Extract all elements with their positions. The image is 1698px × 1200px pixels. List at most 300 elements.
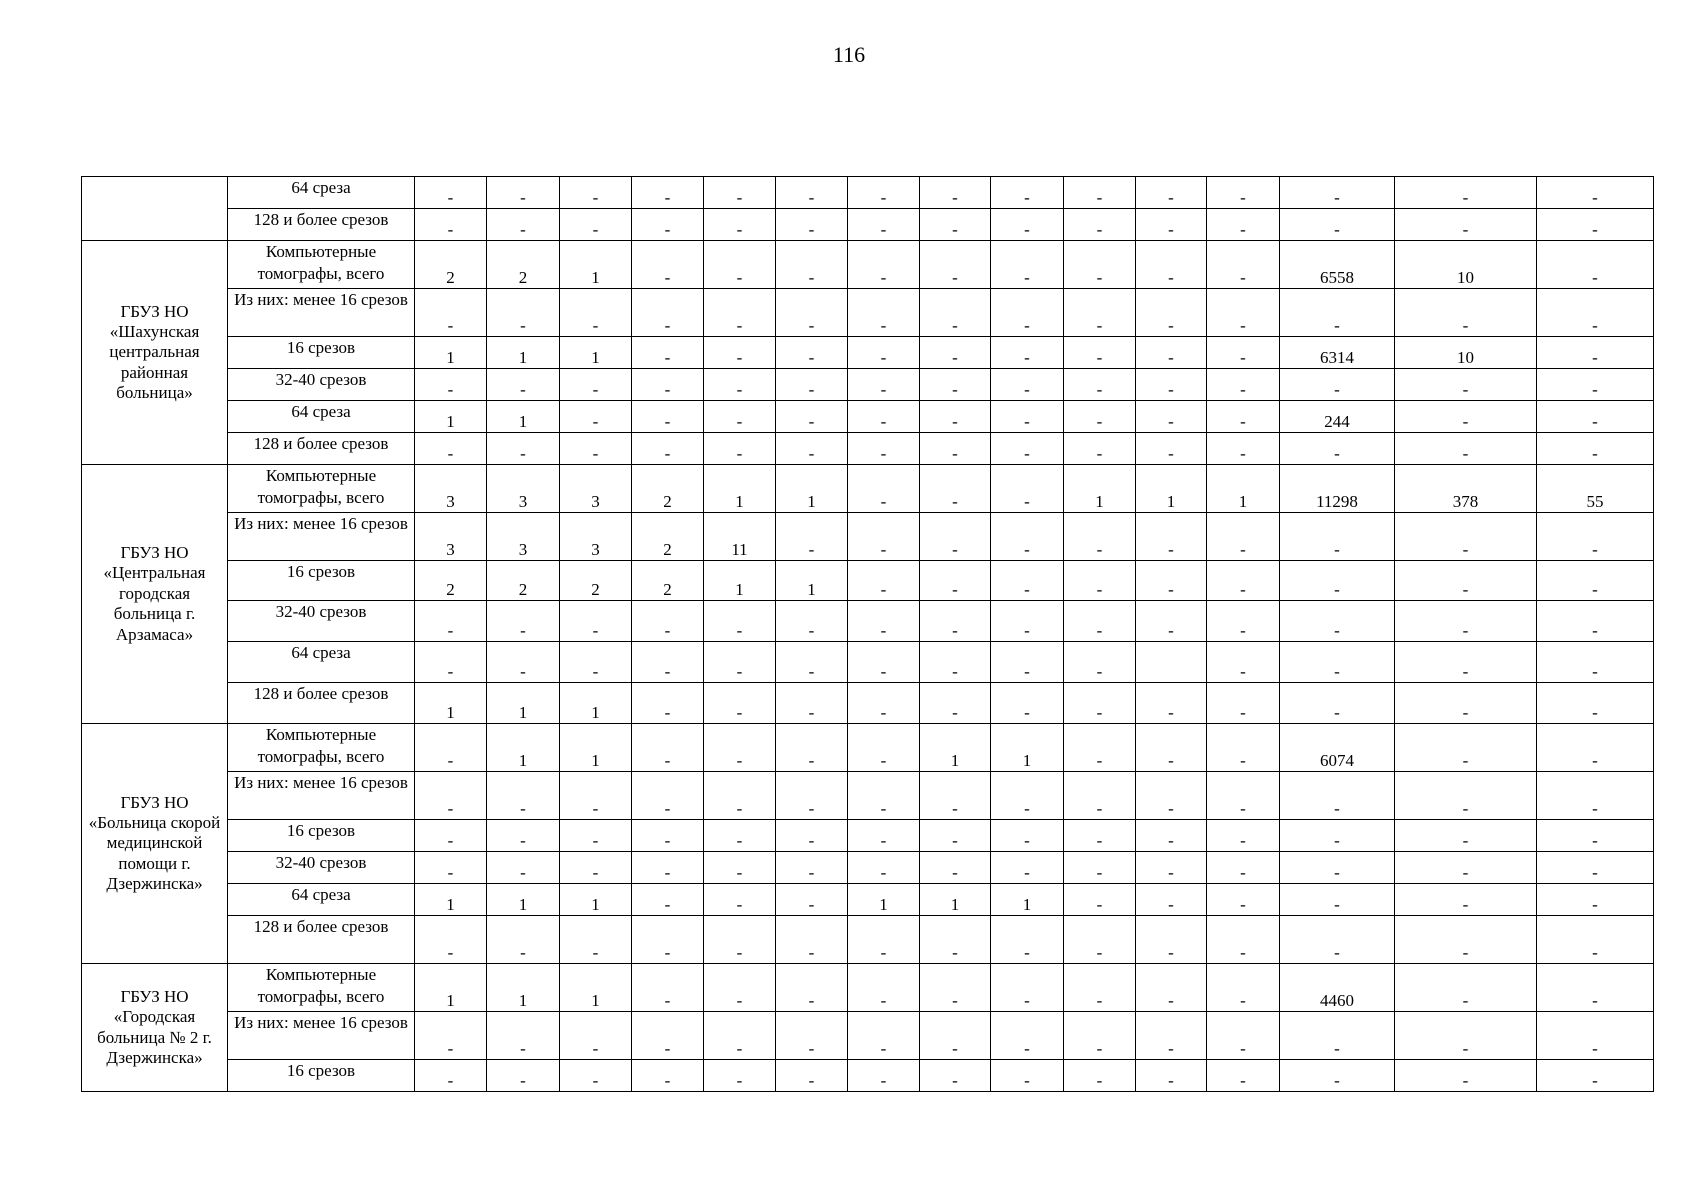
value-cell: -: [560, 433, 632, 465]
value-cell: 1: [560, 241, 632, 289]
value-cell: -: [1537, 724, 1654, 772]
value-cell: -: [1136, 916, 1207, 964]
value-cell: -: [1064, 337, 1136, 369]
value-cell: -: [1207, 724, 1280, 772]
table-row: [82, 724, 1654, 772]
value-cell: -: [415, 369, 487, 401]
value-cell: -: [848, 177, 920, 209]
value-cell: 2: [487, 241, 560, 289]
value-cell: -: [1064, 601, 1136, 642]
value-cell: -: [848, 1060, 920, 1092]
table-row: [82, 177, 1654, 209]
value-cell: -: [991, 852, 1064, 884]
category-cell: Из них: менее 16 срезов: [228, 289, 415, 337]
page-number: 116: [832, 42, 866, 67]
value-cell: -: [1136, 289, 1207, 337]
value-cell: -: [776, 241, 848, 289]
category-cell: 32-40 срезов: [228, 852, 415, 884]
value-cell: -: [704, 884, 776, 916]
value-cell: 2: [560, 561, 632, 601]
value-cell: -: [920, 369, 991, 401]
category-cell: 64 среза: [228, 884, 415, 916]
value-cell: -: [848, 241, 920, 289]
value-cell: 1: [487, 964, 560, 1012]
value-cell: 3: [487, 465, 560, 513]
value-cell: -: [1064, 884, 1136, 916]
value-cell: -: [1207, 1012, 1280, 1060]
value-cell: -: [704, 772, 776, 820]
table-row: [82, 513, 1654, 561]
value-cell: -: [560, 369, 632, 401]
value-cell: -: [487, 177, 560, 209]
value-cell: -: [1136, 241, 1207, 289]
value-cell: -: [1395, 433, 1537, 465]
value-cell: -: [991, 209, 1064, 241]
value-cell: -: [632, 177, 704, 209]
value-cell: -: [704, 683, 776, 724]
value-cell: 1: [991, 884, 1064, 916]
value-cell: -: [1064, 1060, 1136, 1092]
value-cell: 1: [991, 724, 1064, 772]
value-cell: -: [632, 772, 704, 820]
value-cell: -: [1064, 177, 1136, 209]
value-cell: -: [1064, 433, 1136, 465]
value-cell: -: [560, 642, 632, 683]
value-cell: -: [991, 561, 1064, 601]
value-cell: -: [1207, 433, 1280, 465]
value-cell: -: [776, 772, 848, 820]
value-cell: -: [776, 337, 848, 369]
value-cell: -: [848, 601, 920, 642]
value-cell: -: [415, 1060, 487, 1092]
value-cell: 1: [560, 337, 632, 369]
value-cell: -: [1136, 1012, 1207, 1060]
value-cell: -: [1064, 561, 1136, 601]
value-cell: 1: [487, 884, 560, 916]
value-cell: -: [848, 369, 920, 401]
table-row: [82, 433, 1654, 465]
value-cell: -: [487, 209, 560, 241]
value-cell: -: [1537, 561, 1654, 601]
value-cell: -: [560, 289, 632, 337]
value-cell: -: [920, 209, 991, 241]
table-row: [82, 369, 1654, 401]
category-cell: 16 срезов: [228, 1060, 415, 1092]
value-cell: -: [1207, 820, 1280, 852]
value-cell: -: [776, 601, 848, 642]
value-cell: -: [704, 964, 776, 1012]
value-cell: -: [1395, 724, 1537, 772]
value-cell: -: [1064, 916, 1136, 964]
value-cell: -: [848, 964, 920, 1012]
value-cell: -: [848, 513, 920, 561]
value-cell: 1: [487, 683, 560, 724]
value-cell: -: [704, 209, 776, 241]
value-cell: -: [1537, 772, 1654, 820]
table-row: [82, 683, 1654, 724]
value-cell: -: [1207, 772, 1280, 820]
value-cell: 1: [920, 724, 991, 772]
value-cell: -: [1395, 209, 1537, 241]
value-cell: -: [1064, 683, 1136, 724]
value-cell: -: [991, 601, 1064, 642]
value-cell: -: [1064, 289, 1136, 337]
table-row: [82, 337, 1654, 369]
value-cell: -: [1537, 433, 1654, 465]
value-cell: -: [991, 177, 1064, 209]
value-cell: -: [1207, 289, 1280, 337]
value-cell: -: [1064, 772, 1136, 820]
table-row: [82, 916, 1654, 964]
value-cell: -: [632, 1060, 704, 1092]
table-row: [82, 465, 1654, 513]
value-cell: 6314: [1280, 337, 1395, 369]
table-row: [82, 884, 1654, 916]
value-cell: -: [704, 289, 776, 337]
value-cell: -: [704, 433, 776, 465]
category-cell: Из них: менее 16 срезов: [228, 1012, 415, 1060]
value-cell: -: [1064, 369, 1136, 401]
value-cell: -: [920, 820, 991, 852]
value-cell: -: [415, 724, 487, 772]
value-cell: -: [1395, 601, 1537, 642]
value-cell: -: [1537, 369, 1654, 401]
value-cell: -: [1537, 601, 1654, 642]
value-cell: -: [1064, 241, 1136, 289]
value-cell: 4460: [1280, 964, 1395, 1012]
value-cell: -: [415, 852, 487, 884]
value-cell: -: [991, 401, 1064, 433]
value-cell: 1: [487, 401, 560, 433]
value-cell: 2: [632, 561, 704, 601]
value-cell: -: [776, 209, 848, 241]
value-cell: -: [415, 772, 487, 820]
ct-scanners-table: [81, 176, 1654, 1092]
value-cell: -: [776, 401, 848, 433]
category-cell: Из них: менее 16 срезов: [228, 772, 415, 820]
value-cell: -: [560, 852, 632, 884]
value-cell: -: [632, 401, 704, 433]
organization-cell: ГБУЗ НО «Центральная городская больница г. Арзамаса»: [82, 465, 228, 724]
value-cell: -: [1207, 369, 1280, 401]
value-cell: -: [1136, 964, 1207, 1012]
category-cell: 64 среза: [228, 177, 415, 209]
value-cell: -: [704, 369, 776, 401]
value-cell: 1: [704, 465, 776, 513]
value-cell: -: [632, 241, 704, 289]
value-cell: -: [1537, 1060, 1654, 1092]
value-cell: -: [1395, 1060, 1537, 1092]
category-cell: Компьютерные томографы, всего: [228, 964, 415, 1012]
value-cell: -: [1136, 852, 1207, 884]
organization-cell: ГБУЗ НО «Шахунская центральная районная больница»: [82, 241, 228, 465]
value-cell: -: [1064, 642, 1136, 683]
value-cell: -: [1136, 683, 1207, 724]
value-cell: 3: [560, 465, 632, 513]
value-cell: 1: [560, 964, 632, 1012]
value-cell: -: [560, 177, 632, 209]
table-row: [82, 601, 1654, 642]
value-cell: -: [1395, 884, 1537, 916]
value-cell: 11: [704, 513, 776, 561]
value-cell: -: [776, 683, 848, 724]
value-cell: -: [1395, 369, 1537, 401]
value-cell: -: [776, 916, 848, 964]
value-cell: -: [1064, 513, 1136, 561]
value-cell: -: [1207, 401, 1280, 433]
value-cell: -: [848, 683, 920, 724]
value-cell: -: [1537, 209, 1654, 241]
table-row: [82, 241, 1654, 289]
value-cell: -: [1280, 683, 1395, 724]
value-cell: -: [415, 433, 487, 465]
value-cell: -: [1395, 820, 1537, 852]
value-cell: -: [704, 852, 776, 884]
value-cell: -: [1136, 601, 1207, 642]
value-cell: -: [1280, 209, 1395, 241]
value-cell: -: [1395, 642, 1537, 683]
value-cell: -: [1537, 177, 1654, 209]
value-cell: -: [487, 1060, 560, 1092]
value-cell: 1: [1136, 465, 1207, 513]
value-cell: 1: [1064, 465, 1136, 513]
value-cell: -: [848, 465, 920, 513]
value-cell: -: [1136, 1060, 1207, 1092]
value-cell: -: [920, 177, 991, 209]
category-cell: 64 среза: [228, 642, 415, 683]
category-cell: Компьютерные томографы, всего: [228, 465, 415, 513]
value-cell: 2: [632, 513, 704, 561]
value-cell: -: [1537, 1012, 1654, 1060]
value-cell: -: [1280, 289, 1395, 337]
value-cell: -: [1537, 401, 1654, 433]
value-cell: -: [1136, 820, 1207, 852]
value-cell: -: [1136, 513, 1207, 561]
value-cell: -: [920, 289, 991, 337]
value-cell: -: [1395, 401, 1537, 433]
value-cell: -: [1280, 1012, 1395, 1060]
value-cell: -: [560, 1060, 632, 1092]
value-cell: -: [848, 433, 920, 465]
category-cell: 16 срезов: [228, 561, 415, 601]
value-cell: -: [415, 209, 487, 241]
table-row: [82, 820, 1654, 852]
value-cell: -: [1395, 683, 1537, 724]
value-cell: -: [920, 513, 991, 561]
category-cell: 64 среза: [228, 401, 415, 433]
value-cell: -: [1207, 1060, 1280, 1092]
category-cell: Компьютерные томографы, всего: [228, 724, 415, 772]
value-cell: -: [1395, 1012, 1537, 1060]
value-cell: -: [920, 241, 991, 289]
value-cell: -: [415, 820, 487, 852]
value-cell: -: [632, 337, 704, 369]
value-cell: -: [991, 916, 1064, 964]
value-cell: -: [776, 642, 848, 683]
value-cell: -: [848, 1012, 920, 1060]
value-cell: -: [1395, 513, 1537, 561]
value-cell: -: [991, 369, 1064, 401]
value-cell: -: [704, 241, 776, 289]
value-cell: 1: [415, 337, 487, 369]
value-cell: -: [1136, 177, 1207, 209]
value-cell: -: [632, 884, 704, 916]
value-cell: -: [848, 820, 920, 852]
value-cell: -: [991, 642, 1064, 683]
value-cell: -: [1064, 724, 1136, 772]
value-cell: -: [1537, 241, 1654, 289]
value-cell: -: [776, 852, 848, 884]
value-cell: -: [991, 241, 1064, 289]
value-cell: -: [704, 601, 776, 642]
value-cell: -: [1537, 337, 1654, 369]
value-cell: -: [1207, 852, 1280, 884]
value-cell: -: [487, 369, 560, 401]
value-cell: -: [704, 177, 776, 209]
value-cell: -: [487, 852, 560, 884]
value-cell: -: [1537, 642, 1654, 683]
value-cell: -: [632, 369, 704, 401]
value-cell: 1: [920, 884, 991, 916]
value-cell: -: [1280, 820, 1395, 852]
value-cell: -: [1537, 513, 1654, 561]
value-cell: -: [704, 1012, 776, 1060]
value-cell: 1: [1207, 465, 1280, 513]
value-cell: -: [487, 820, 560, 852]
value-cell: -: [1136, 401, 1207, 433]
value-cell: -: [991, 465, 1064, 513]
value-cell: -: [1136, 209, 1207, 241]
value-cell: 1: [415, 964, 487, 1012]
value-cell: -: [415, 289, 487, 337]
category-cell: 32-40 срезов: [228, 601, 415, 642]
table-row: [82, 209, 1654, 241]
value-cell: -: [1064, 209, 1136, 241]
value-cell: 10: [1395, 337, 1537, 369]
value-cell: 2: [632, 465, 704, 513]
value-cell: -: [1207, 642, 1280, 683]
value-cell: -: [632, 916, 704, 964]
category-cell: 16 срезов: [228, 820, 415, 852]
value-cell: -: [1064, 820, 1136, 852]
value-cell: 11298: [1280, 465, 1395, 513]
value-cell: -: [848, 289, 920, 337]
value-cell: [1136, 642, 1207, 683]
value-cell: -: [991, 964, 1064, 1012]
value-cell: -: [487, 1012, 560, 1060]
value-cell: -: [1280, 513, 1395, 561]
value-cell: -: [991, 513, 1064, 561]
value-cell: -: [1280, 1060, 1395, 1092]
value-cell: -: [415, 177, 487, 209]
value-cell: 1: [415, 884, 487, 916]
value-cell: -: [848, 337, 920, 369]
value-cell: -: [1136, 369, 1207, 401]
value-cell: 1: [704, 561, 776, 601]
value-cell: 2: [415, 561, 487, 601]
value-cell: 2: [487, 561, 560, 601]
value-cell: -: [1207, 964, 1280, 1012]
value-cell: -: [560, 401, 632, 433]
value-cell: 1: [487, 724, 560, 772]
table-row: [82, 1060, 1654, 1092]
value-cell: -: [415, 1012, 487, 1060]
category-cell: 32-40 срезов: [228, 369, 415, 401]
value-cell: -: [560, 772, 632, 820]
value-cell: -: [920, 852, 991, 884]
value-cell: -: [920, 683, 991, 724]
value-cell: 10: [1395, 241, 1537, 289]
value-cell: 1: [415, 683, 487, 724]
value-cell: -: [1395, 772, 1537, 820]
value-cell: -: [487, 289, 560, 337]
value-cell: -: [1395, 852, 1537, 884]
value-cell: -: [704, 642, 776, 683]
value-cell: -: [920, 465, 991, 513]
category-cell: 128 и более срезов: [228, 209, 415, 241]
value-cell: -: [1064, 401, 1136, 433]
value-cell: 3: [415, 513, 487, 561]
table-row: [82, 772, 1654, 820]
value-cell: 6558: [1280, 241, 1395, 289]
value-cell: 3: [560, 513, 632, 561]
value-cell: -: [1280, 884, 1395, 916]
category-cell: Из них: менее 16 срезов: [228, 513, 415, 561]
value-cell: -: [1207, 601, 1280, 642]
value-cell: -: [415, 642, 487, 683]
value-cell: 3: [415, 465, 487, 513]
value-cell: 6074: [1280, 724, 1395, 772]
value-cell: -: [704, 1060, 776, 1092]
value-cell: -: [991, 1012, 1064, 1060]
value-cell: -: [920, 601, 991, 642]
value-cell: -: [1537, 852, 1654, 884]
value-cell: -: [848, 561, 920, 601]
value-cell: -: [1207, 561, 1280, 601]
value-cell: -: [848, 724, 920, 772]
value-cell: -: [487, 772, 560, 820]
value-cell: 3: [487, 513, 560, 561]
value-cell: -: [560, 916, 632, 964]
value-cell: 1: [560, 884, 632, 916]
value-cell: -: [632, 724, 704, 772]
table-row: [82, 1012, 1654, 1060]
value-cell: -: [776, 1012, 848, 1060]
value-cell: 1: [487, 337, 560, 369]
value-cell: -: [632, 964, 704, 1012]
value-cell: -: [1280, 369, 1395, 401]
value-cell: -: [704, 337, 776, 369]
value-cell: -: [991, 772, 1064, 820]
value-cell: -: [632, 820, 704, 852]
value-cell: -: [920, 401, 991, 433]
value-cell: -: [920, 1060, 991, 1092]
organization-cell: ГБУЗ НО «Городская больница № 2 г. Дзержинска»: [82, 964, 228, 1092]
value-cell: 55: [1537, 465, 1654, 513]
value-cell: -: [920, 642, 991, 683]
value-cell: -: [1207, 177, 1280, 209]
table-row: [82, 642, 1654, 683]
value-cell: -: [1064, 852, 1136, 884]
value-cell: -: [1280, 916, 1395, 964]
category-cell: 16 срезов: [228, 337, 415, 369]
value-cell: -: [1537, 916, 1654, 964]
value-cell: 2: [415, 241, 487, 289]
value-cell: 1: [848, 884, 920, 916]
value-cell: -: [776, 1060, 848, 1092]
value-cell: -: [1136, 772, 1207, 820]
value-cell: -: [776, 513, 848, 561]
